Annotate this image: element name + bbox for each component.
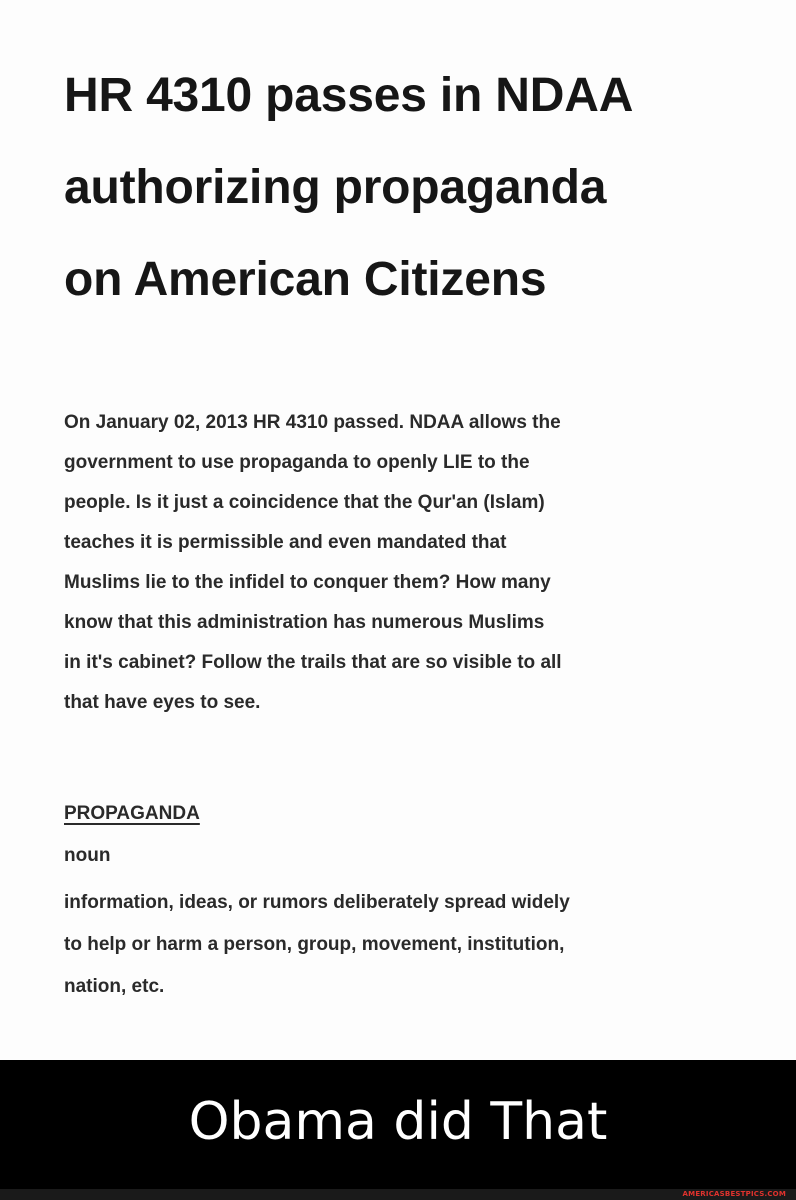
article-line: people. Is it just a coincidence that the Qur'an (Islam) [64,492,545,513]
headline [64,50,764,326]
article-line: that have eyes to see. [64,692,261,713]
headline-line: on American Citizens [64,253,547,306]
site-watermark: AMERICASBESTPICS.COM [682,1190,786,1198]
article-paragraph [64,403,764,723]
definition-term: PROPAGANDA [64,803,200,824]
article-line: teaches it is permissible and even mandated that [64,532,507,553]
cropped-text-remnant [64,1050,624,1060]
caption-bar [0,1060,796,1189]
part-of-speech: noun [64,845,111,866]
article-line: Muslims lie to the infidel to conquer them? How many [64,572,551,593]
article-line: government to use propaganda to openly LIE to the [64,452,530,473]
definition-line: nation, etc. [64,976,165,997]
headline-line: HR 4310 passes in NDAA [64,69,634,122]
definition-line: to help or harm a person, group, movement, institution, [64,934,565,955]
article-line: in it's cabinet? Follow the trails that are so visible to all [64,652,562,673]
definition-text [64,882,764,1008]
meme-caption: Obama did That [188,1091,608,1152]
footer-bar [0,1189,796,1200]
headline-line: authorizing propaganda [64,161,607,214]
article-line: know that this administration has numerous Muslims [64,612,545,633]
definition-line: information, ideas, or rumors deliberately spread widely [64,892,570,913]
article-line: On January 02, 2013 HR 4310 passed. NDAA allows the [64,412,561,433]
